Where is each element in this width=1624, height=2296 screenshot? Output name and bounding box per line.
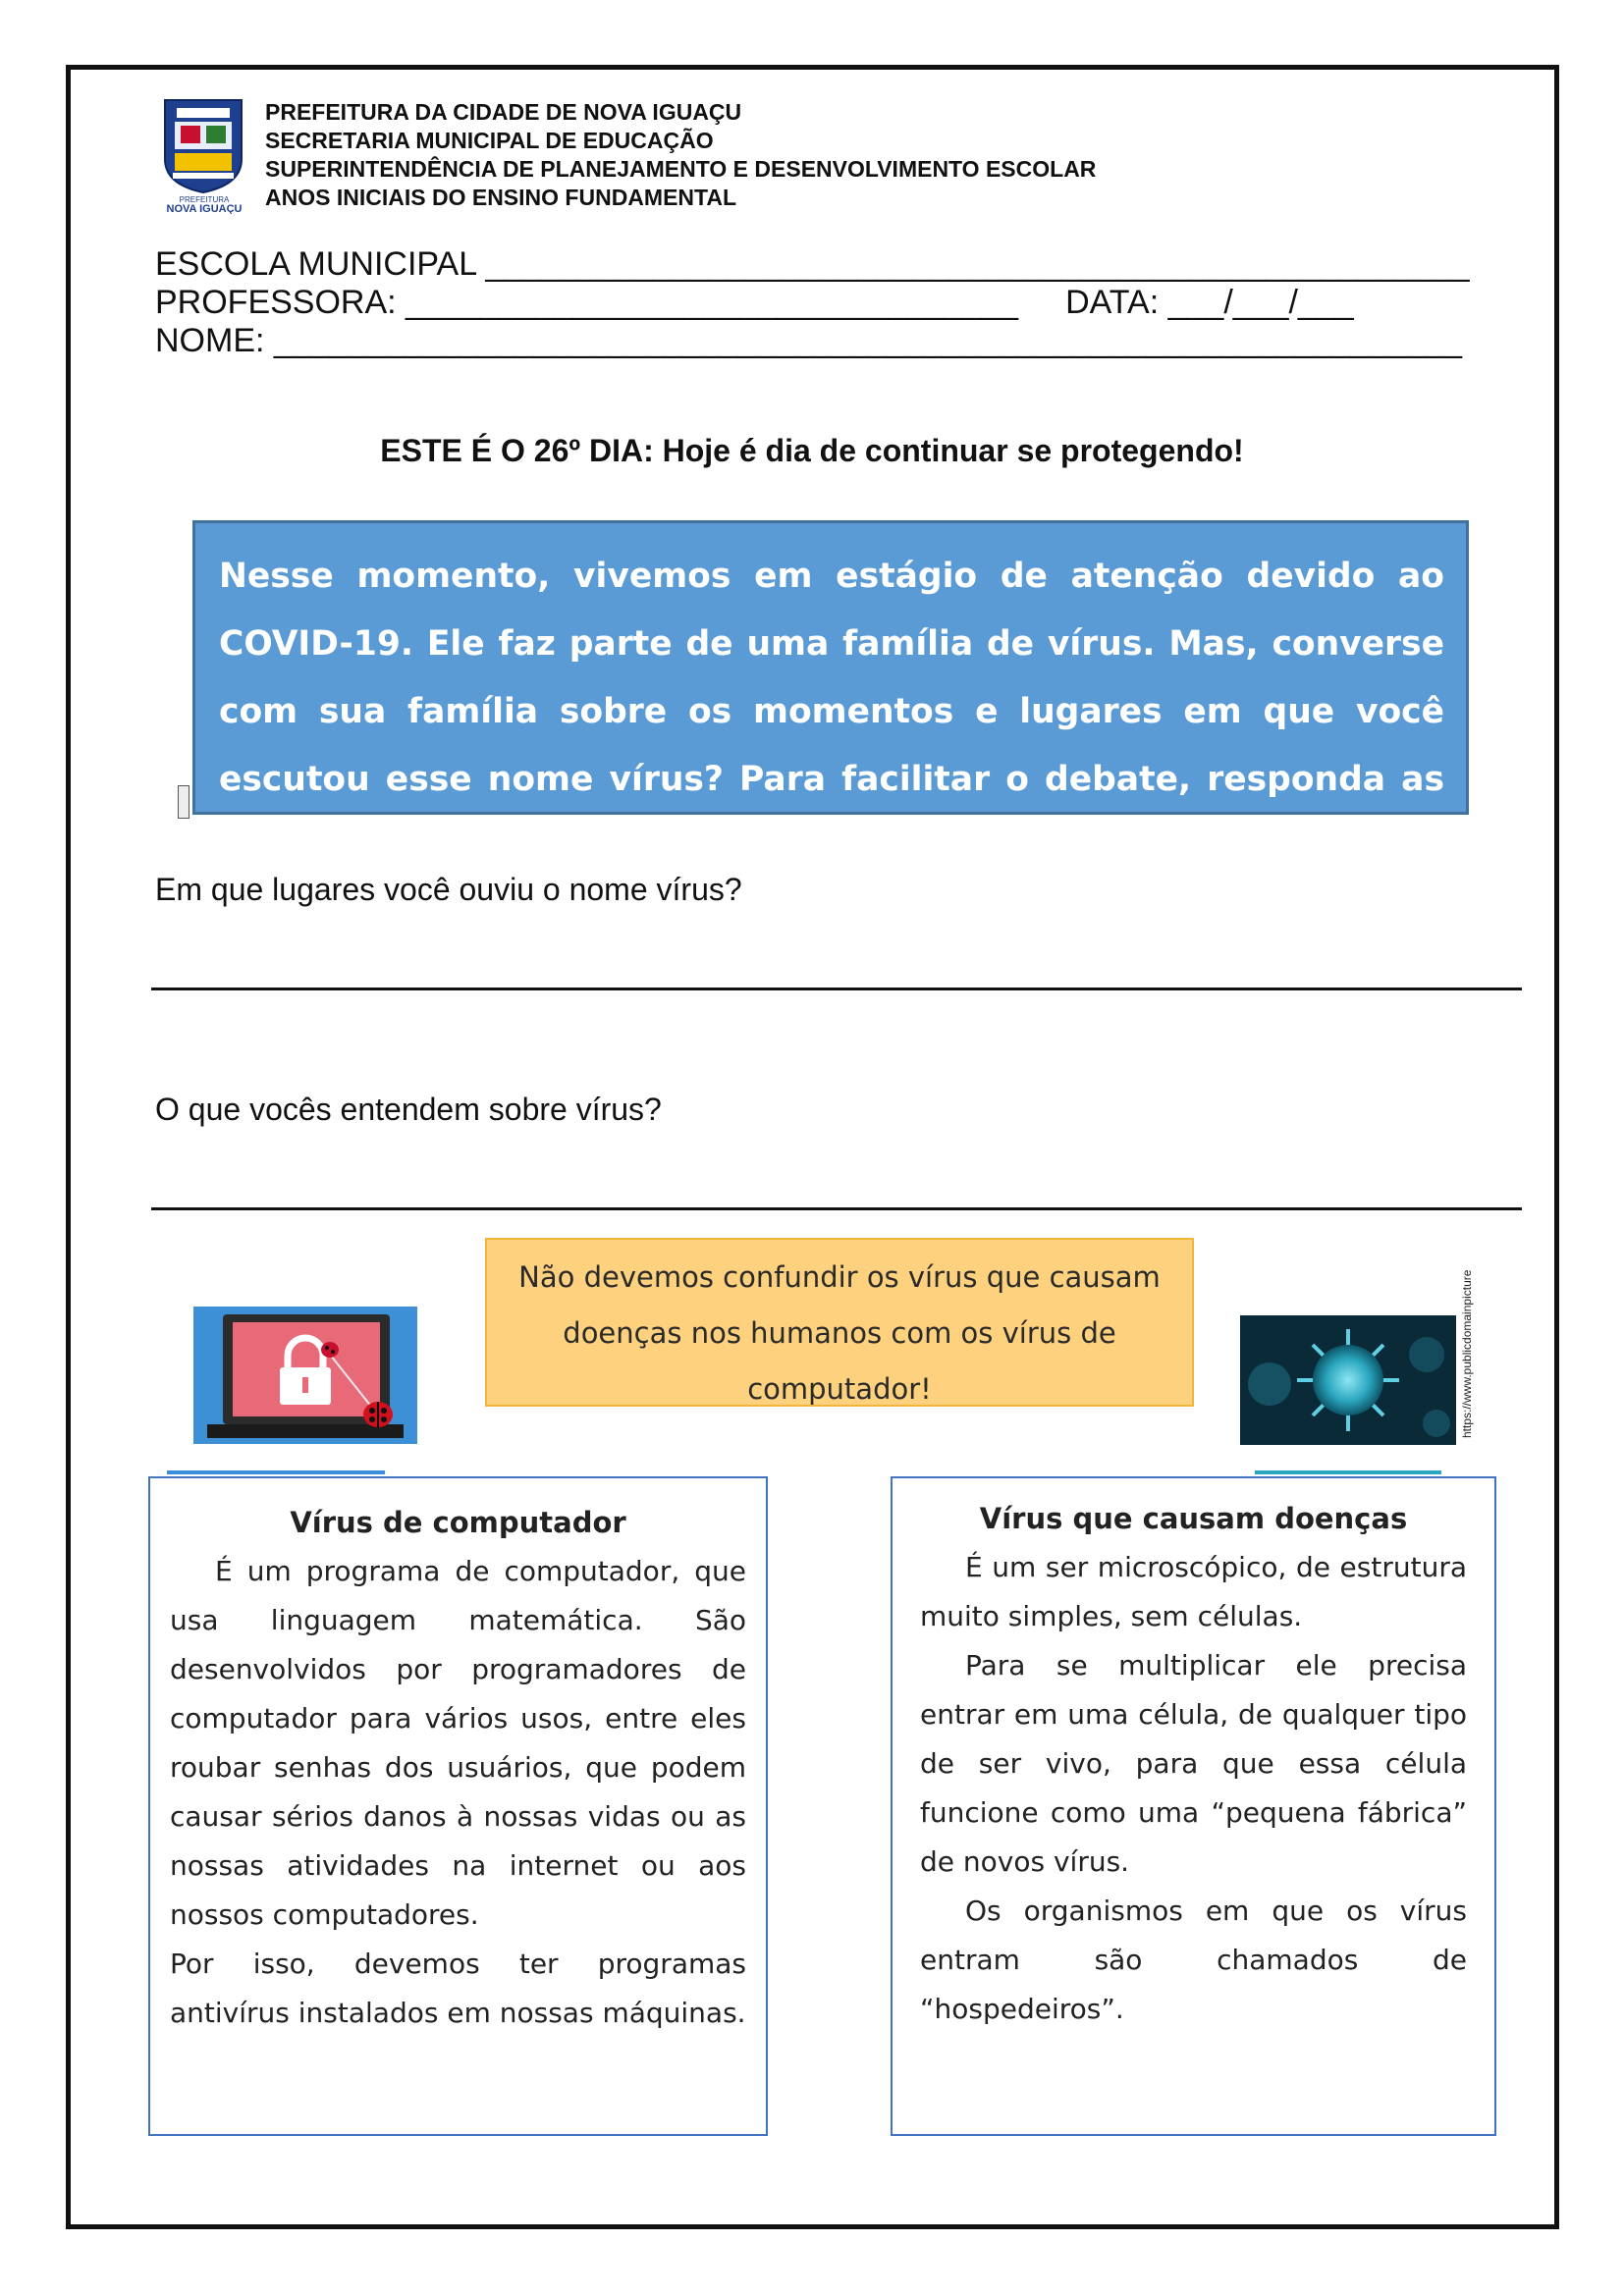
day-title: ESTE É O 26º DIA: Hoje é dia de continuar se protegendo! — [380, 433, 1244, 468]
warning-line-1: Não devemos confundir os vírus que causam — [518, 1260, 1161, 1294]
header-line-4: ANOS INICIAIS DO ENSINO FUNDAMENTAL — [265, 185, 737, 210]
disease-virus-title: Vírus que causam doenças — [979, 1502, 1408, 1535]
warning-line-2: doenças nos humanos com os vírus de — [563, 1316, 1116, 1350]
header-block — [265, 98, 1096, 212]
computer-virus-image — [193, 1307, 417, 1444]
computer-virus-paragraph-2: Por isso, devemos ter programas antivírus instalados em nossas máquinas. — [170, 1948, 746, 2029]
date-field[interactable]: DATA: ___/___/___ — [1065, 284, 1354, 321]
question-1: Em que lugares você ouviu o nome vírus? — [155, 872, 742, 907]
disease-virus-paragraph-2: Para se multiplicar ele precisa entrar em uma célula, de qualquer tipo de ser vivo, para que essa célula funcione como uma “pequena fábrica” de novos vírus. — [920, 1649, 1467, 1878]
intro-box: Nesse momento, vivemos em estágio de atenção devido ao COVID-19. Ele faz parte de uma família de vírus. Mas, converse com sua família sobre os momentos e lugares em que você escutou esse nome vírus? Para facilitar o debate, responda as perguntas abaixo: — [192, 520, 1469, 815]
image-credit: https://www.publicdomainpicture — [1460, 1269, 1474, 1438]
header-line-3: SUPERINTENDÊNCIA DE PLANEJAMENTO E DESENVOLVIMENTO ESCOLAR — [265, 156, 1097, 182]
logo-bottom-text: NOVA IGUAÇU — [166, 203, 243, 214]
image-strip-left — [167, 1470, 385, 1474]
anchor-marker — [178, 785, 189, 819]
teacher-field[interactable]: PROFESSORA: _________________________________ — [155, 284, 1019, 321]
image-strip-right — [1255, 1470, 1441, 1474]
question-2: O que vocês entendem sobre vírus? — [155, 1092, 662, 1127]
computer-virus-title: Vírus de computador — [290, 1506, 626, 1539]
city-logo — [155, 98, 253, 214]
disease-virus-paragraph-1: É um ser microscópico, de estrutura muito simples, sem células. — [920, 1551, 1467, 1632]
answer-line-1[interactable] — [151, 988, 1522, 990]
warning-line-3: computador! — [747, 1372, 932, 1406]
teacher-date-row — [155, 284, 1470, 322]
logo-top-text: PREFEITURA — [179, 195, 230, 204]
header-line-2: SECRETARIA MUNICIPAL DE EDUCAÇÃO — [265, 128, 714, 153]
name-field[interactable]: NOME: ________________________________________________________________ — [155, 322, 1463, 359]
disease-virus-image — [1240, 1315, 1456, 1445]
school-field[interactable]: ESCOLA MUNICIPAL _____________________________________________________ — [155, 245, 1470, 283]
disease-virus-box — [891, 1476, 1496, 2136]
answer-line-2[interactable] — [151, 1207, 1522, 1210]
computer-virus-paragraph-1: É um programa de computador, que usa linguagem matemática. São desenvolvidos por programadores de computador para vários usos, entre eles roubar senhas dos usuários, que podem causar sérios danos à nossas vidas ou as nossas atividades na internet ou aos nossos computadores. — [170, 1555, 746, 1931]
disease-virus-paragraph-3: Os organismos em que os vírus entram são chamados de “hospedeiros”. — [920, 1895, 1467, 2025]
header-line-1: PREFEITURA DA CIDADE DE NOVA IGUAÇU — [265, 99, 742, 125]
computer-virus-box — [148, 1476, 768, 2136]
warning-box — [485, 1238, 1194, 1407]
student-form — [155, 245, 1470, 360]
